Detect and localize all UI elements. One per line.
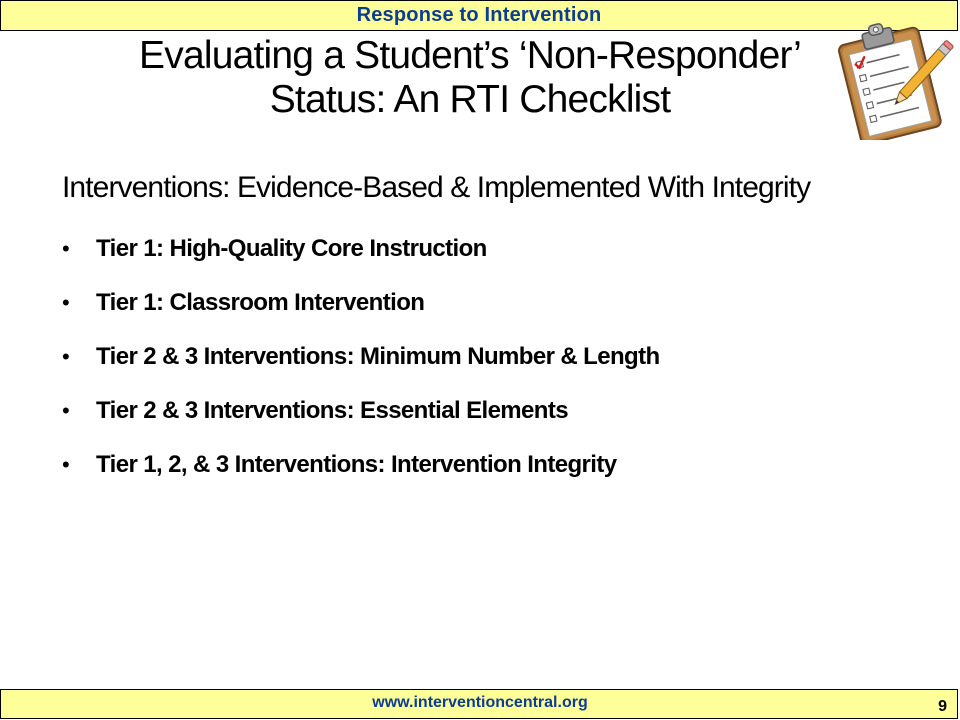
slide-title [60, 34, 880, 122]
bullet-text: Tier 1: Classroom Intervention [96, 289, 425, 316]
bullet-dot: • [62, 398, 70, 423]
bullet-dot: • [62, 236, 70, 261]
bullet-item [62, 438, 922, 492]
top-banner [0, 0, 958, 31]
footer-url-link[interactable]: www.interventioncentral.org [372, 694, 588, 711]
bullet-item [62, 384, 922, 438]
bullet-text: Tier 2 & 3 Interventions: Minimum Number & Length [96, 343, 660, 370]
bullet-item [62, 222, 922, 276]
bullet-dot: • [62, 290, 70, 315]
clipboard-checklist-icon [826, 12, 960, 140]
bullet-item [62, 276, 922, 330]
banner-title: Response to Intervention [356, 4, 602, 26]
slide-title-line-1: Evaluating a Student’s ‘Non-Responder’ [139, 34, 801, 77]
bullet-text: Tier 2 & 3 Interventions: Essential Elements [96, 397, 568, 424]
slide-body [62, 168, 922, 492]
bullet-text: Tier 1, 2, & 3 Interventions: Intervention Integrity [96, 451, 617, 478]
bullet-item [62, 330, 922, 384]
bullet-dot: • [62, 452, 70, 477]
bullet-dot: • [62, 344, 70, 369]
slide-title-line-2: Status: An RTI Checklist [269, 78, 671, 121]
bullet-text: Tier 1: High-Quality Core Instruction [96, 235, 487, 262]
section-heading: Interventions: Evidence-Based & Implemented With Integrity [62, 171, 811, 204]
bullet-list [62, 222, 922, 492]
page-number: 9 [938, 698, 947, 715]
bottom-banner [0, 689, 958, 719]
